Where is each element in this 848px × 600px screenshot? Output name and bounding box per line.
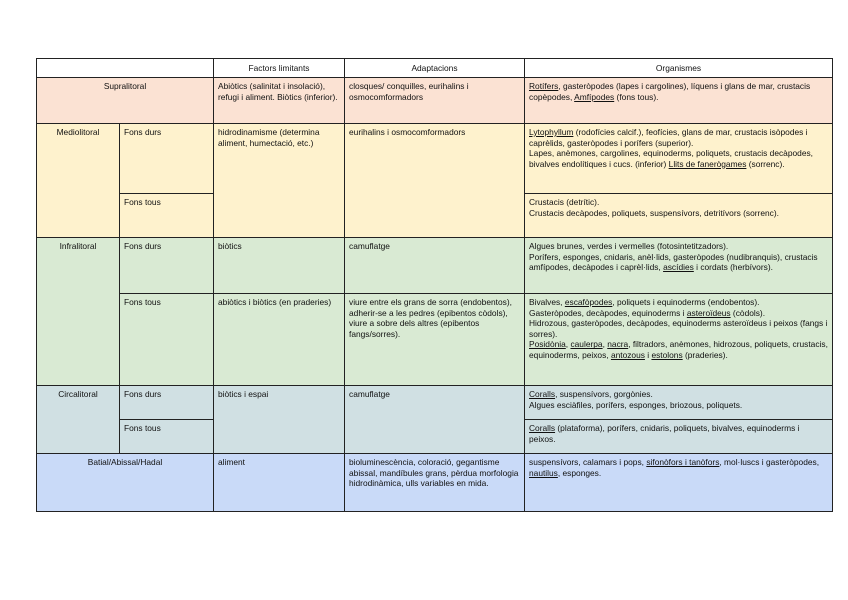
- subzone-mediolitoral-soft: Fons tous: [120, 194, 214, 238]
- marine-zones-table: [36, 58, 833, 512]
- subzone-infralitoral-soft: Fons tous: [120, 294, 214, 386]
- adaptations-infralitoral-soft: viure entre els grans de sorra (endobentos), adherir-se a les pedres (epibentos còdols), viure a sobre dels altres (epibentos fangs/sorres).: [345, 294, 525, 386]
- zone-batial: Batial/Abissal/Hadal: [37, 454, 214, 512]
- factors-circalitoral: biòtics i espai: [214, 386, 345, 454]
- link-ascidies[interactable]: ascídies: [663, 262, 694, 273]
- zone-infralitoral: Infralitoral: [37, 238, 120, 386]
- organisms-infralitoral-hard: Algues brunes, verdes i vermelles (fotosintetitzadors). Porífers, esponges, cnidaris, anèl·lids, gasteròpodes (nudibranquis), crustacis amfípodes, decàpodes i caprèl·lids, ascídies i cordats (herbívors).: [525, 238, 833, 294]
- organisms-supralitoral: Rotífers, gasteròpodes (lapes i cargolines), líquens i glans de mar, crustacis copèpodes, Amfípodes (fons tous).: [525, 78, 833, 124]
- zone-circalitoral: Circalitoral: [37, 386, 120, 454]
- link-nautilus[interactable]: nautilus: [529, 467, 558, 478]
- link-antozous[interactable]: antozous: [610, 349, 645, 360]
- organisms-mediolitoral-hard: Lytophyllum (rodofícies calcif.), feofícies, glans de mar, crustacis isòpodes i caprèlids, gasteròpodes i porífers (superior). Lapes, anèmones, cargolines, equinoderms, poliquets, crustacis decàpodes, bivalves endolítiques i cucs. (inferior) Llits de fanerògames (sorrenc).: [525, 124, 833, 194]
- organisms-infralitoral-soft: Bivalves, escafòpodes, poliquets i equinoderms (endobentos). Gasteròpodes, decàpodes, equinoderms i asteroïdeus (còdols). Hidrozous, gasteròpodes, decàpodes, equinoderms asteroïdeus i peixos (fangs i sorres). Posidònia, caulerpa, nacra, filtradors, anèmones, hidrozous, poliquets, crustacis, equinoderms, peixos, antozous i estolons (praderies).: [525, 294, 833, 386]
- factors-mediolitoral: hidrodinamisme (determina aliment, humectació, etc.): [214, 124, 345, 238]
- row-circalitoral-hard: [37, 386, 833, 420]
- adaptations-infralitoral-hard: camuflatge: [345, 238, 525, 294]
- link-sifonofors[interactable]: sifonòfors i tanòfors: [646, 457, 720, 467]
- link-coralls-soft[interactable]: Coralls: [529, 423, 556, 433]
- factors-supralitoral: Abiòtics (salinitat i insolació), refugi i aliment. Biòtics (inferior).: [214, 78, 345, 124]
- link-asteroideus[interactable]: asteroïdeus: [686, 307, 731, 318]
- subzone-mediolitoral-hard: Fons durs: [120, 124, 214, 194]
- row-infralitoral-hard: [37, 238, 833, 294]
- link-caulerpa[interactable]: caulerpa: [570, 339, 603, 350]
- organisms-circalitoral-soft: Coralls (plataforma), porífers, cnidaris, poliquets, bivalves, equinoderms i peixos.: [525, 420, 833, 454]
- link-amfipodes[interactable]: Amfípodes: [574, 91, 615, 102]
- adaptations-circalitoral: camuflatge: [345, 386, 525, 454]
- factors-batial: aliment: [214, 454, 345, 512]
- link-llits-fanerogames[interactable]: Llits de fanerògames: [668, 158, 747, 169]
- link-estolons[interactable]: estolons: [651, 349, 683, 360]
- subzone-circalitoral-soft: Fons tous: [120, 420, 214, 454]
- organisms-circalitoral-hard: Coralls, suspensívors, gorgònies. Algues esciàfiles, porífers, esponges, briozous, poliquets.: [525, 386, 833, 420]
- link-escafopodes[interactable]: escafòpodes: [564, 297, 613, 307]
- subzone-infralitoral-hard: Fons durs: [120, 238, 214, 294]
- link-rotifers[interactable]: Rotífers: [529, 81, 559, 91]
- link-coralls[interactable]: Coralls: [529, 389, 556, 399]
- organisms-mediolitoral-soft: Crustacis (detrític). Crustacis decàpodes, poliquets, suspensívors, detritívors (sorrenc).: [525, 194, 833, 238]
- header-adaptations: Adaptacions: [345, 59, 525, 78]
- factors-infralitoral-hard: biòtics: [214, 238, 345, 294]
- link-lytophyllum[interactable]: Lytophyllum: [529, 127, 574, 137]
- zone-supralitoral: Supralitoral: [37, 78, 214, 124]
- zone-mediolitoral: Mediolitoral: [37, 124, 120, 238]
- row-batial: [37, 454, 833, 512]
- organisms-batial: suspensívors, calamars i pops, sifonòfors i tanòfors, mol·luscs i gasteròpodes, nautilus, esponges.: [525, 454, 833, 512]
- factors-infralitoral-soft: abiòtics i biòtics (en praderies): [214, 294, 345, 386]
- row-mediolitoral-hard: [37, 124, 833, 194]
- link-posidonia[interactable]: Posidònia: [529, 339, 566, 350]
- header-organisms: Organismes: [525, 59, 833, 78]
- row-supralitoral: [37, 78, 833, 124]
- link-nacra[interactable]: nacra: [607, 339, 629, 350]
- header-factors: Factors limitants: [214, 59, 345, 78]
- adaptations-supralitoral: closques/ conquilles, eurihalins i osmocomformadors: [345, 78, 525, 124]
- header-blank: [37, 59, 214, 78]
- row-infralitoral-soft: [37, 294, 833, 386]
- adaptations-mediolitoral: eurihalins i osmocomformadors: [345, 124, 525, 238]
- subzone-circalitoral-hard: Fons durs: [120, 386, 214, 420]
- header-row: [37, 59, 833, 78]
- adaptations-batial: bioluminescència, coloració, gegantisme abissal, mandíbules grans, pèrdua morfologia hidrodinàmica, ulls variables en mida.: [345, 454, 525, 512]
